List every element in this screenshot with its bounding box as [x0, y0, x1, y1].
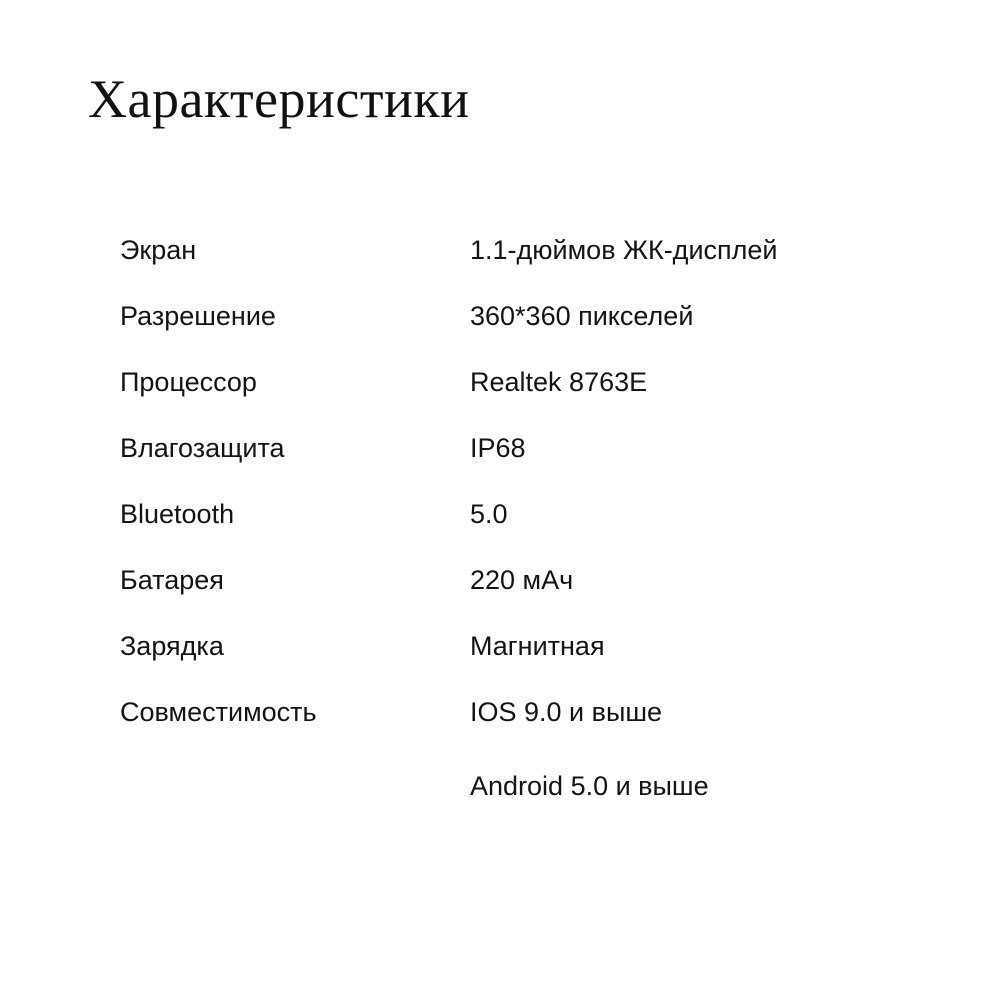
specifications-table: [120, 234, 940, 804]
spec-value-compatibility: [470, 696, 940, 804]
spec-label-bluetooth: Bluetooth: [120, 499, 235, 530]
spec-value-processor: Realtek 8763E: [470, 367, 648, 398]
spec-value-compatibility-android: Android 5.0 и выше: [470, 771, 709, 802]
spec-label-processor: Процессор: [120, 367, 257, 398]
table-row: [120, 300, 940, 366]
spec-value-screen: 1.1-дюймов ЖК-дисплей: [470, 235, 778, 266]
spec-value-compatibility-ios: IOS 9.0 и выше: [470, 697, 663, 728]
spec-value-charging: Магнитная: [470, 631, 605, 662]
table-row: [120, 564, 940, 630]
table-row: [120, 696, 940, 804]
spec-label-resolution: Разрешение: [120, 301, 276, 332]
spec-label-compatibility: Совместимость: [120, 697, 317, 728]
table-row: [120, 498, 940, 564]
spec-label-screen: Экран: [120, 235, 197, 266]
table-row: [120, 366, 940, 432]
table-row: [120, 234, 940, 300]
spec-value-water-resistance: IP68: [470, 433, 526, 464]
spec-value-battery: 220 мАч: [470, 565, 574, 596]
table-row: [120, 630, 940, 696]
spec-value-bluetooth: 5.0: [470, 499, 508, 530]
table-row: [120, 432, 940, 498]
page-title: Характеристики: [88, 69, 470, 129]
spec-label-water-resistance: Влагозащита: [120, 433, 285, 464]
spec-label-battery: Батарея: [120, 565, 224, 596]
spec-label-charging: Зарядка: [120, 631, 224, 662]
spec-value-resolution: 360*360 пикселей: [470, 301, 694, 332]
